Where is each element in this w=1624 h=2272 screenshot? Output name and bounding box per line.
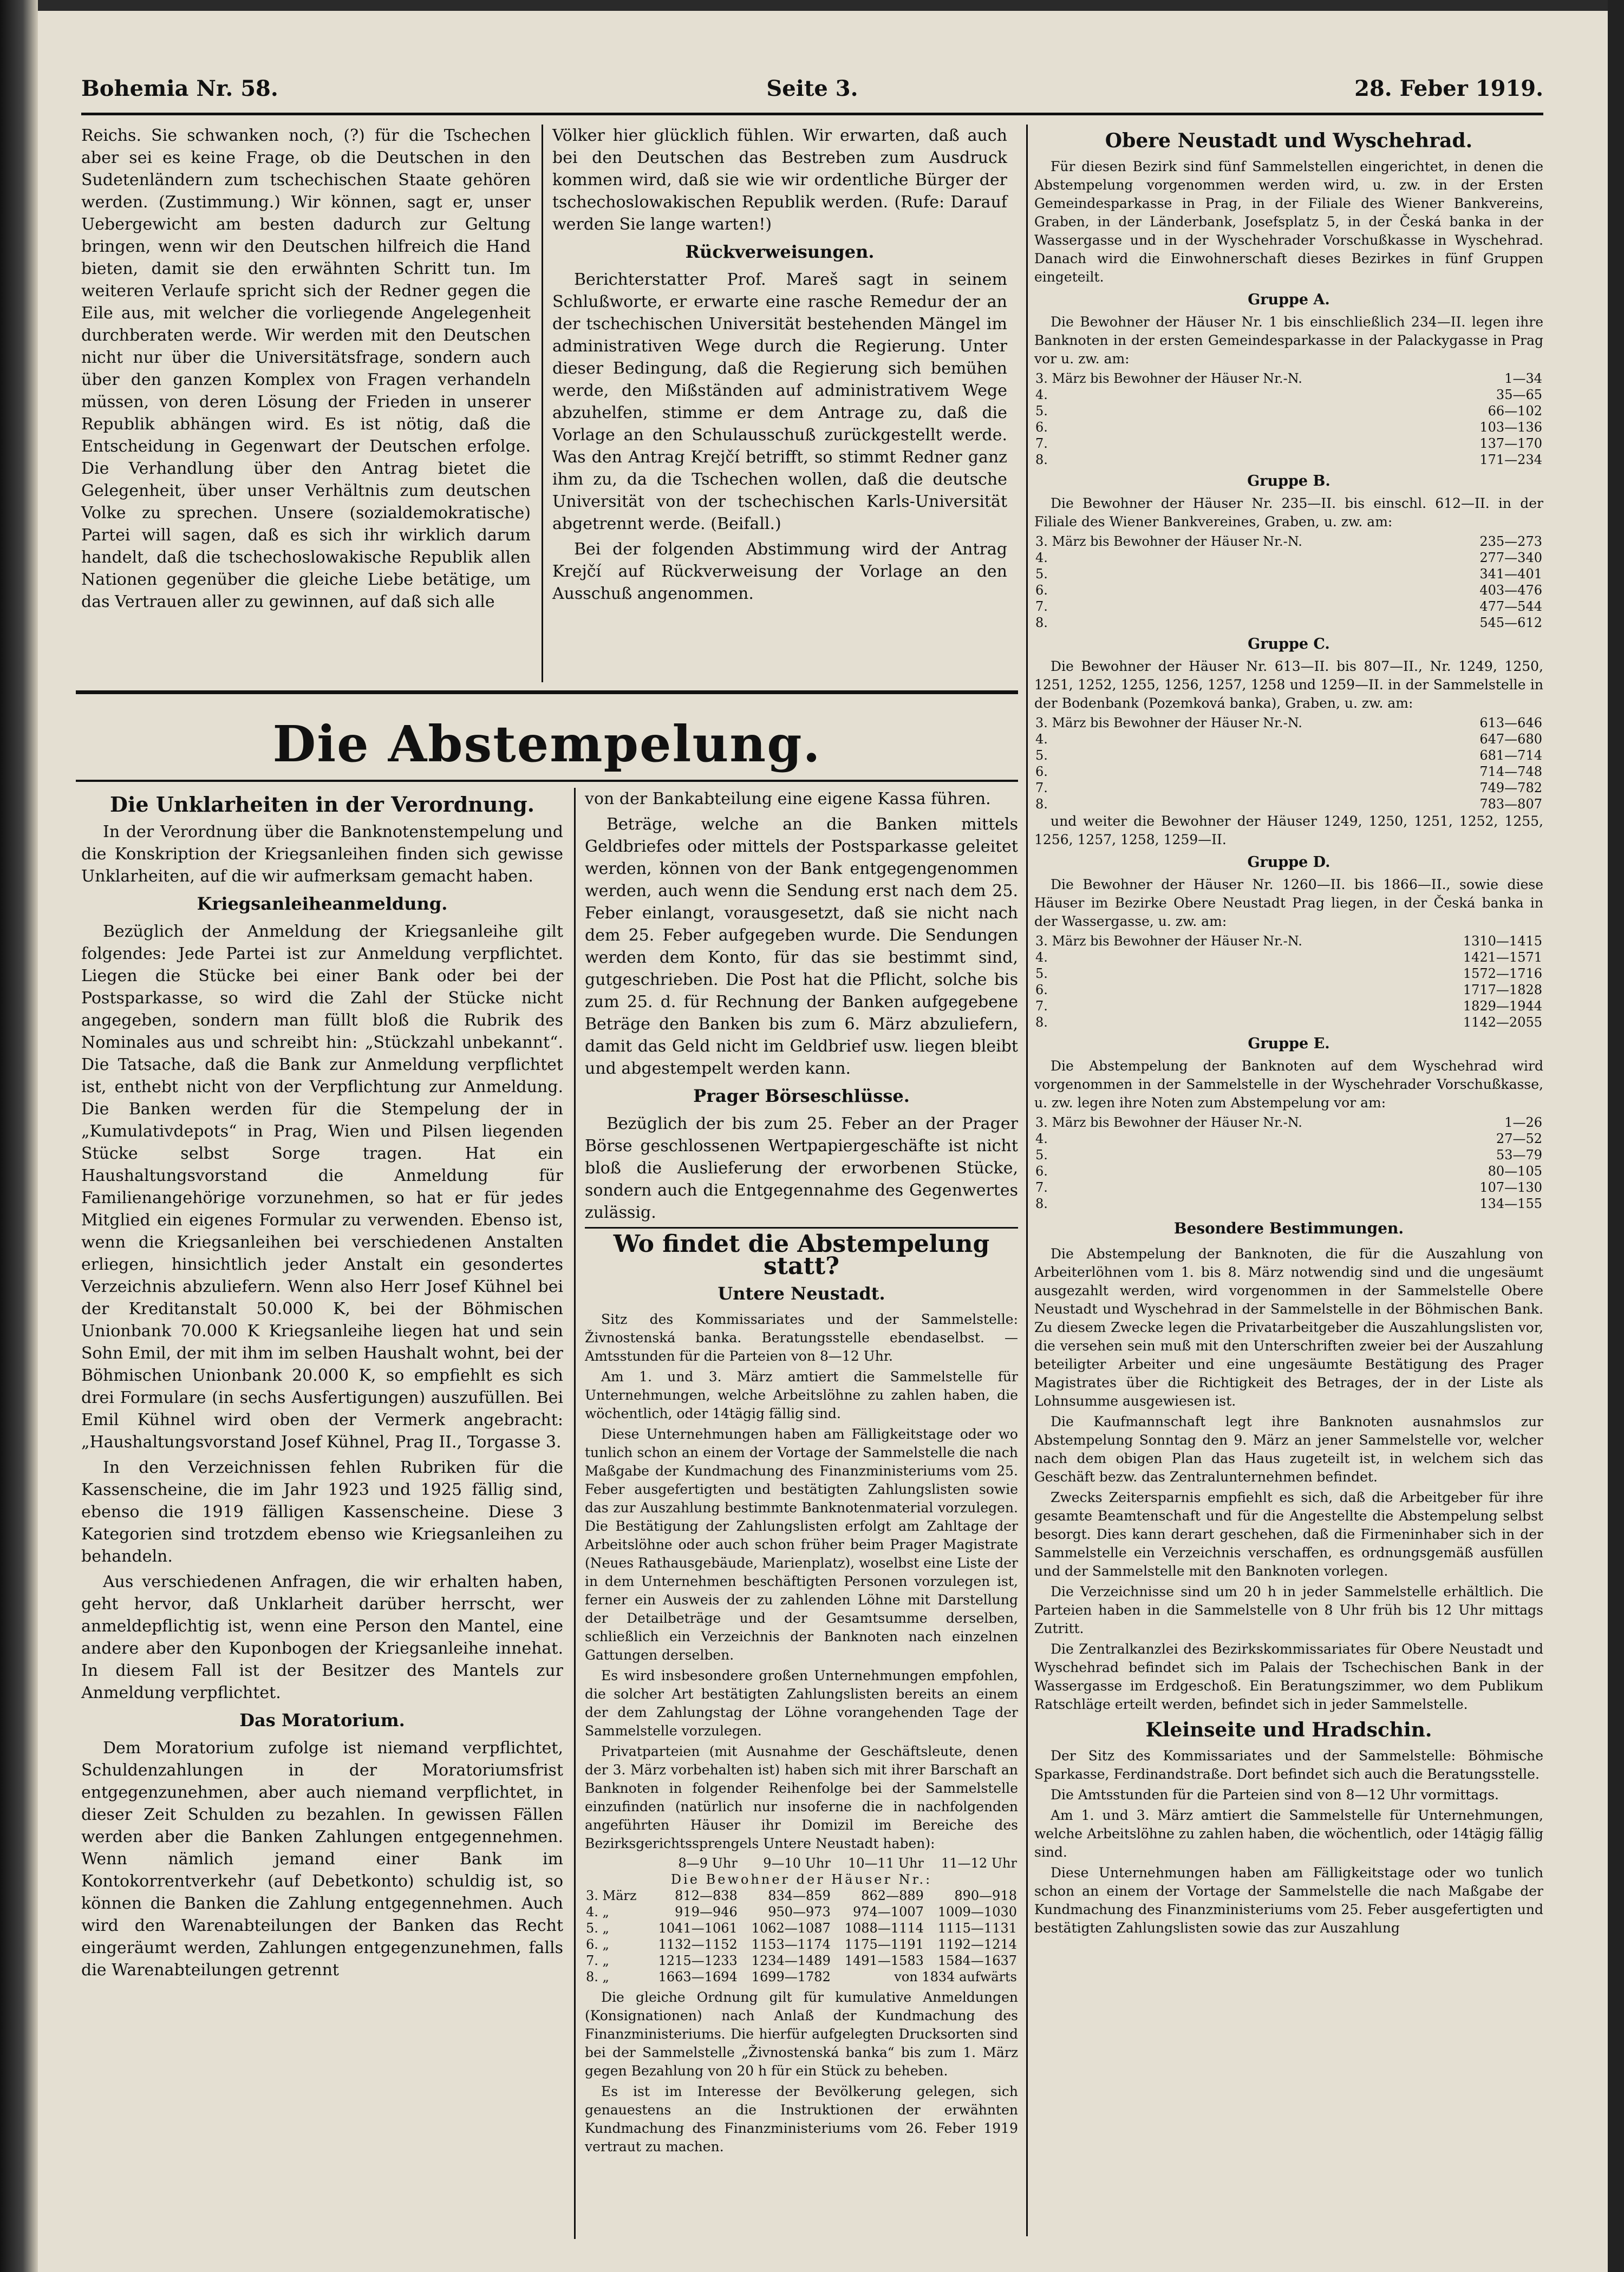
rueckverweisungen-heading: Rückverweisungen. bbox=[685, 241, 875, 262]
table-row bbox=[1034, 550, 1543, 566]
group-table bbox=[1034, 1114, 1543, 1212]
small-paragraph: Am 1. und 3. März amtiert die Sammelstelle für Unternehmungen, welche Arbeitslöhne zu zahlen haben, die wöchentlich, oder 14tägig fällig sind. bbox=[585, 1369, 1018, 1421]
table-cell: 5. bbox=[1035, 1147, 1048, 1163]
time-header: 10—11 Uhr bbox=[848, 1856, 924, 1871]
group-title: Gruppe C. bbox=[1248, 636, 1330, 652]
table-cell: 235—273 bbox=[1479, 534, 1542, 549]
top-col2-paragraph: Bei der folgenden Abstimmung wird der Antrag Krejčí auf Rückverweisung der Vorlage an den Ausschuß angenommen. bbox=[552, 540, 1007, 603]
table-cell: 1009—1030 bbox=[937, 1904, 1017, 1920]
group-text: Die Bewohner der Häuser Nr. 613—II. bis 807—II., Nr. 1249, 1250, 1251, 1252, 1255, 1256, 1257, 1258 und 1259—II. in der Sammelstelle in der Bodenbank (Pozemková banka), Graben, u. zw. am: bbox=[1034, 658, 1543, 711]
table-cell: 1175—1191 bbox=[844, 1937, 924, 1952]
table-cell: 862—889 bbox=[861, 1888, 924, 1903]
table-cell: 1572—1716 bbox=[1463, 966, 1542, 981]
table-cell: 1491—1583 bbox=[844, 1953, 924, 1968]
table-cell: 545—612 bbox=[1479, 615, 1542, 630]
table-cell: 3. März bis Bewohner der Häuser Nr.-N. bbox=[1035, 933, 1302, 949]
table-cell: 1115—1131 bbox=[937, 1921, 1017, 1936]
table-cell: 1699—1782 bbox=[751, 1969, 831, 1984]
column-divider bbox=[1026, 125, 1028, 2236]
small-paragraph: Am 1. und 3. März amtiert die Sammelstelle für Unternehmungen, welche Arbeitslöhne zu zahlen haben, die wöchentlich, oder 14tägig fällig sind. bbox=[1034, 1807, 1543, 1860]
table-cell: 8. „ bbox=[586, 1969, 609, 1984]
table-cell: 5. bbox=[1035, 966, 1048, 981]
small-paragraph: Die Amtsstunden für die Parteien sind von 8—12 Uhr vormittags. bbox=[1051, 1787, 1499, 1803]
table-cell: 134—155 bbox=[1479, 1196, 1542, 1211]
body-paragraph: Aus verschiedenen Anfragen, die wir erhalten haben, geht hervor, daß Unklarheit darüber herrscht, wer anmeldepflichtig ist, wenn eine Person den Mantel, eine andere aber den Kuponbogen der Kriegsanleihe innehat. In diesem Fall ist der Besitzer des Mantels zur Anmeldung verpflichtet. bbox=[81, 1572, 563, 1702]
time-header: 8—9 Uhr bbox=[678, 1856, 738, 1871]
header-paper-number: Bohemia Nr. 58. bbox=[81, 76, 278, 101]
small-paragraph: Diese Unternehmungen haben am Fälligkeitstage oder wo tunlich schon an einem der Vortage der Sammelstelle die nach Maßgabe der Kundmachung des Finanzministeriums vom 25. Feber ausgefertigten und bestätigten Zahlungslisten sowie das zur Auszahlung bestimmte Banknotenmaterial vorzulegen. Die Bestätigung der Zahlungslisten erfolgt am Zahltage der Arbeitslöhne oder auch schon früher beim Prager Magistrate (Neues Rathausgebäude, Marienplatz), woselbst eine Liste der in dem Unternehmen beschäftigten Personen vorzulegen ist, ferner ein Ausweis der zu zahlenden Löhne mit Darstellung der Detailbeträge und der Gesamtsumme derselben, schließlich ein Verzeichnis der Banknoten nach einzelnen Gattungen derselben. bbox=[585, 1426, 1018, 1663]
table-cell: 1—34 bbox=[1504, 371, 1542, 386]
table-row bbox=[1034, 715, 1543, 731]
body-paragraph: Beträge, welche an die Banken mittels Geldbriefes oder mittels der Postsparkasse geleitet werden, können von der Bank entgegengenommen werden, auch wenn die Sendung erst nach dem 25. Feber einlangt, vorausgesetzt, daß sie nicht nach dem 25. Feber aufgegeben wurde. Die Sendungen werden dem Konto, für das sie bestimmt sind, gutgeschrieben. Die Post hat die Pflicht, solche bis zum 25. d. für Rechnung der Banken aufgegebene Beträge den Banken bis zum 6. März abzuliefern, damit das Geld nicht im Geldbrief usw. liegen bleibt und abgestempelt werden kann. bbox=[585, 815, 1018, 1078]
table-row bbox=[585, 1969, 1018, 1985]
table-cell: 1234—1489 bbox=[751, 1953, 831, 1968]
top-column-1 bbox=[81, 125, 531, 616]
header-date: 28. Feber 1919. bbox=[1354, 76, 1543, 101]
table-row bbox=[1034, 566, 1543, 582]
small-paragraph: Zwecks Zeitersparnis empfiehlt es sich, daß die Arbeitgeber für ihre gesamte Beamtenschaft und für die Angestellte die Abstempelung selbst besorgt. Dies kann derart geschehen, daß die Firmeninhaber sich in der Sammelstelle ein Verzeichnis verschaffen, es ordnungsgemäß ausfüllen und der Sammelstelle mit den Banknoten vorlegen. bbox=[1034, 1490, 1543, 1579]
table-cell: 8. bbox=[1035, 615, 1048, 630]
bottom-column-1 bbox=[81, 788, 563, 1984]
table-row bbox=[1034, 403, 1543, 419]
table-row bbox=[585, 1888, 1018, 1904]
untere-neustadt-notes bbox=[585, 1988, 1018, 2156]
group-title: Gruppe E. bbox=[1248, 1035, 1330, 1052]
small-paragraph: Die Kaufmannschaft legt ihre Banknoten ausnahmslos zur Abstempelung Sonntag den 9. März an jener Sammelstelle vor, welcher nach dem obigen Plan das Haus zugeteilt ist, in welchem sich das Geschäft bezw. das Zentralunternehmen befindet. bbox=[1034, 1414, 1543, 1485]
group-table bbox=[1034, 715, 1543, 812]
table-cell: 7. „ bbox=[586, 1953, 609, 1968]
table-cell: 35—65 bbox=[1496, 387, 1542, 402]
table-cell: 3. März bis Bewohner der Häuser Nr.-N. bbox=[1035, 534, 1302, 549]
table-row bbox=[1034, 780, 1543, 796]
small-paragraph: Die Abstempelung der Banknoten, die für die Auszahlung von Arbeiterlöhnen vom 1. bis 8. März notwendig sind und die ungesäumt ausgezahlt werden, wird vorgenommen in der Sammelstelle Obere Neustadt und Wyschehrad in der Sammelstelle in der Böhmischen Bank. Zu diesem Zwecke legen die Privatarbeitgeber die Auszahlungslisten vor, die versehen sein muß mit den Unterschriften zweier bei der Auszahlung beteiligter Arbeiter und eine ungesäumte Bestätigung des Prager Magistrates über die Richtigkeit des Betrages, der in der Liste als Lohnsumme ausgewiesen ist. bbox=[1034, 1246, 1543, 1409]
time-header: 9—10 Uhr bbox=[763, 1856, 831, 1871]
table-row bbox=[1034, 615, 1543, 631]
small-paragraph: Die gleiche Ordnung gilt für kumulative Anmeldungen (Konsignationen) nach Anlaß der Kundmachung des Finanzministeriums. Die hierfür aufgelegten Drucksorten sind bei der Sammelstelle „Živnostenská banka“ bis zum 1. März gegen Bezahlung von 20 h für ein Stück zu beheben. bbox=[585, 1989, 1018, 2079]
table-cell: 1663—1694 bbox=[658, 1969, 738, 1984]
table-cell: 6. bbox=[1035, 1164, 1048, 1179]
banner-rule bbox=[76, 780, 1018, 782]
table-row bbox=[1034, 1114, 1543, 1131]
small-paragraph: Es wird insbesondere großen Unternehmungen empfohlen, die solcher Art bestätigten Zahlungslisten bereits an einem der dem Zahlungstag der Löhne vorangehenden Tage der Sammelstelle vorzulegen. bbox=[585, 1668, 1018, 1739]
body-paragraph: In den Verzeichnissen fehlen Rubriken für die Kassenscheine, die im Jahr 1923 und 1925 fällig sind, ebenso die 1919 fälligen Kassenscheine. Diese 3 Kategorien sind trotzdem ebenso wie Kriegsanleihen zu behandeln. bbox=[81, 1458, 563, 1566]
besondere-bestimmungen-heading: Besondere Bestimmungen. bbox=[1173, 1219, 1404, 1237]
table-cell: 1421—1571 bbox=[1463, 950, 1542, 965]
boersenschluesse-subheading: Prager Börseschlüsse. bbox=[693, 1086, 910, 1106]
table-row bbox=[1034, 1196, 1543, 1212]
body-paragraph: Bezüglich der bis zum 25. Feber an der Prager Börse geschlossenen Wertpapiergeschäfte ist nicht bloß die Auslieferung der erworbenen Stücke, sondern auch die Entgegennahme des Gegenwertes zulässig. bbox=[585, 1114, 1018, 1222]
untere-neustadt-subheading: Untere Neustadt. bbox=[718, 1283, 885, 1304]
small-paragraph: Privatparteien (mit Ausnahme der Geschäftsleute, denen der 3. März vorbehalten ist) haben sich mit ihrer Barschaft an Banknoten in folgender Reihenfolge bei der Sammelstelle einzufinden (natürlich nur insoferne die in nachfolgenden angeführten Häuser ihr Domizil im Bereiche des Bezirksgerichtssprengels Untere Neustadt haben): bbox=[585, 1744, 1018, 1851]
table-row bbox=[1034, 982, 1543, 998]
table-cell: 974—1007 bbox=[853, 1904, 924, 1920]
body-paragraph: Bezüglich der Anmeldung der Kriegsanleihe gilt folgendes: Jede Partei ist zur Anmeldung verpflichtet. Liegen die Stücke bei einer Bank oder bei der Postsparkasse, so wird die Zahl der Stücke nicht angegeben, sondern man füllt bloß die Rubrik des Nominales aus und schreibt hin: „Stückzahl unbekannt“. Die Tatsache, daß die Bank zur Anmeldung verpflichtet ist, enthebt nicht von der Verpflichtung zur Anmeldung. Die Banken werden für die Stempelung der in „Kumulativdepots“ in Prag, Wien und Pilsen liegenden Stücke selbst Sorge tragen. Hat ein Haushaltungsvorstand die Anmeldung für Familienangehörige vorzunehmen, so hat er für jedes Mitglied ein eigenes Formular zu verwenden. Ebenso ist, wenn die Kriegsanleihen bei verschiedenen Anstalten erliegen, hinsichtlich jeder Anstalt ein gesondertes Verzeichnis abzuliefern. Wenn also Herr Josef Kühnel bei der Kreditanstalt 50.000 K, bei der Böhmischen Unionbank 70.000 K Kriegsanleihe liegen hat und sein Sohn Emil, der mit ihm im selben Haushalt wohnt, bei der Böhmischen Unionbank 20.000 K, so empfiehlt es sich drei Formulare (in sechs Ausfertigungen) auszufüllen. Bei Emil Kühnel wird oben der Vermerk angebracht: „Haushaltungsvorstand Josef Kühnel, Prag II., Torgasse 3. bbox=[81, 922, 563, 1452]
table-row bbox=[1034, 933, 1543, 949]
table-cell: 749—782 bbox=[1479, 780, 1542, 795]
table-cell: 66—102 bbox=[1488, 403, 1542, 419]
table-cell: 277—340 bbox=[1479, 550, 1542, 565]
small-paragraph: Es ist im Interesse der Bevölkerung gelegen, sich genauestens an die Instruktionen der erwähnten Kundmachung des Finanzministeriums vom 26. Feber 1919 vertraut zu machen. bbox=[585, 2084, 1018, 2155]
column-divider bbox=[574, 788, 576, 2239]
table-row bbox=[1034, 731, 1543, 747]
table-cell: 681—714 bbox=[1479, 748, 1542, 763]
small-paragraph: Der Sitz des Kommissariates und der Sammelstelle: Böhmische Sparkasse, Ferdinandstraße. Dort befindet sich auch die Beratungsstelle. bbox=[1034, 1748, 1543, 1782]
table-row bbox=[1034, 763, 1543, 780]
table-cell: 5. bbox=[1035, 403, 1048, 419]
group-a bbox=[1034, 289, 1543, 468]
table-cell: 477—544 bbox=[1479, 599, 1542, 614]
table-cell: 7. bbox=[1035, 599, 1048, 614]
obere-neustadt-heading: Obere Neustadt und Wyschehrad. bbox=[1105, 129, 1473, 152]
group-text: Die Bewohner der Häuser Nr. 1 bis einschließlich 234—II. legen ihre Banknoten in der ersten Gemeindesparkasse in der Palackygasse in Prag vor u. zw. am: bbox=[1034, 314, 1543, 367]
small-paragraph: Sitz des Kommissariates und der Sammelstelle: Živnostenská banka. Beratungsstelle ebendaselbst. — Amtsstunden für die Parteien von 8—12 Uhr. bbox=[585, 1311, 1018, 1364]
table-row bbox=[1034, 582, 1543, 598]
group-note: und weiter die Bewohner der Häuser 1249, 1250, 1251, 1252, 1255, 1256, 1257, 1258, 1259—II. bbox=[1034, 813, 1543, 847]
table-cell: 7. bbox=[1035, 780, 1048, 795]
table-row bbox=[1034, 370, 1543, 387]
kriegsanleihe-subheading: Kriegsanleiheanmeldung. bbox=[197, 893, 448, 914]
table-cell: 890—918 bbox=[954, 1888, 1017, 1903]
table-cell: 1192—1214 bbox=[937, 1937, 1017, 1952]
group-d bbox=[1034, 851, 1543, 1030]
table-cell: 1215—1233 bbox=[658, 1953, 738, 1968]
untere-neustadt-schedule-table bbox=[585, 1855, 1018, 1985]
group-title: Gruppe D. bbox=[1247, 854, 1330, 871]
table-cell: 6. bbox=[1035, 982, 1048, 997]
small-paragraph: Die Verzeichnisse sind um 20 h in jeder Sammelstelle erhältlich. Die Parteien haben in die Sammelstelle von 8 Uhr früh bis 12 Uhr mittags Zutritt. bbox=[1034, 1584, 1543, 1636]
table-cell: 6. „ bbox=[586, 1937, 609, 1952]
scan-border-top bbox=[38, 0, 1608, 11]
section-rule bbox=[76, 690, 1018, 694]
table-row bbox=[1034, 533, 1543, 550]
table-cell: 27—52 bbox=[1496, 1131, 1542, 1146]
table-row bbox=[1034, 796, 1543, 812]
table-cell: 647—680 bbox=[1479, 732, 1542, 747]
kleinseite-heading: Kleinseite und Hradschin. bbox=[1145, 1719, 1432, 1741]
body-paragraph: von der Bankabteilung eine eigene Kassa führen. bbox=[585, 789, 991, 808]
table-cell: 8. bbox=[1035, 1015, 1048, 1030]
top-column-2 bbox=[552, 125, 1007, 608]
table-cell: 6. bbox=[1035, 583, 1048, 598]
table-row bbox=[585, 1920, 1018, 1936]
table-cell: 7. bbox=[1035, 436, 1048, 451]
wo-findet-heading: Wo findet die Abstempelung statt? bbox=[613, 1230, 990, 1280]
header-page-number: Seite 3. bbox=[766, 76, 858, 101]
table-cell: 613—646 bbox=[1479, 715, 1542, 730]
table-cell: 1062—1087 bbox=[751, 1921, 831, 1936]
unklarheiten-heading: Die Unklarheiten in der Verordnung. bbox=[110, 792, 534, 817]
table-cell: 171—234 bbox=[1479, 452, 1542, 467]
table-cell: 7. bbox=[1035, 998, 1048, 1014]
table-cell: von 1834 aufwärts bbox=[894, 1969, 1017, 1984]
table-cell: 6. bbox=[1035, 420, 1048, 435]
right-column bbox=[1034, 125, 1543, 1940]
top-col1-paragraph: Reichs. Sie schwanken noch, (?) für die Tschechen aber sei es keine Frage, ob die Deutschen in den Sudetenländern zum tschechischen Staate gehören werden. (Zustimmung.) Wir können, sagt er, unser Uebergewicht am besten dadurch zur Geltung bringen, wenn wir den Deutschen hilfreich die Hand bieten, damit sie den erwähnten Schritt tun. Im weiteren Verlaufe spricht sich der Redner gegen die Eile aus, mit welcher die vorliegende Angelegenheit durchberaten werde. Wir werden mit den Deutschen nicht nur über die Universitätsfrage, sondern auch über den ganzen Komplex von Fragen verhandeln müssen, von deren Lösung der Frieden in unserer Republik abhängen wird. Es ist nötig, daß die Entscheidung in Gegenwart der Deutschen erfolge. Die Verhandlung über den Antrag bietet die Gelegenheit, über unser Verhältnis zum deutschen Volke zu sprechen. Unsere (sozialdemokratische) Partei will sagen, daß es sich ihr wirklich darum handelt, daß die tschechoslowakische Republik allen Nationen gegenüber die gleiche Liebe betätige, um das Vertrauen aller zu gewinnen, auf daß sich alle bbox=[81, 126, 531, 611]
table-row bbox=[1034, 435, 1543, 452]
table-cell: 8. bbox=[1035, 452, 1048, 467]
table-row bbox=[1034, 949, 1543, 965]
table-row bbox=[1034, 1163, 1543, 1179]
table-cell: 53—79 bbox=[1496, 1147, 1542, 1163]
table-cell: 5. bbox=[1035, 566, 1048, 582]
bottom-column-2 bbox=[585, 788, 1018, 2158]
banner-headline: Die Abstempelung. bbox=[272, 715, 821, 773]
body-paragraph: Dem Moratorium zufolge ist niemand verpflichtet, Schuldenzahlungen in der Moratoriumsfrist entgegenzunehmen, aber auch niemand verpflichtet, in dieser Zeit Schulden zu bezahlen. In gewissen Fällen werden aber die Banken Zahlungen entgegennehmen. Wenn nämlich jemand einer Bank im Kontokorrentverkehr (auf Debetkonto) schuldig ist, so können die Banken die Zahlung entgegennehmen. Auch wird den Warenabteilungen der Banken das Recht eingeräumt werden, Zahlungen entgegenzunehmen, falls die Warenabteilungen getrennt bbox=[81, 1739, 563, 1980]
untere-neustadt-text bbox=[585, 1310, 1018, 1853]
table-cell: 1—26 bbox=[1504, 1115, 1542, 1130]
table-cell: 341—401 bbox=[1479, 566, 1542, 582]
group-table bbox=[1034, 370, 1543, 468]
table-caption: Die Bewohner der Häuser Nr.: bbox=[670, 1872, 932, 1887]
table-cell: 5. „ bbox=[586, 1921, 609, 1936]
top-col2-paragraph: Berichterstatter Prof. Mareš sagt in seinem Schlußworte, er erwarte eine rasche Remedur der an der tschechischen Universität bestehenden Mängel im administrativen Wege durch die Regierung. Unter dieser Bedingung, daß die Regierung sich bemühen werde, den Mißständen auf administrativem Wege abzuhelfen, stimme er dem Antrage zu, daß die Vorlage an den Schulausschuß zurückgestellt werde. Was den Antrag Krejčí betrifft, so stimmt Redner ganz ihm zu, da die Tschechen wollen, daß die deutsche Universität von der tschechischen Karls-Universität abgetrennt werde. (Beifall.) bbox=[552, 270, 1007, 533]
table-cell: 714—748 bbox=[1479, 764, 1542, 779]
table-cell: 812—838 bbox=[675, 1888, 738, 1903]
moratorium-subheading: Das Moratorium. bbox=[239, 1710, 405, 1731]
scan-border-left bbox=[0, 0, 38, 2272]
small-paragraph: Für diesen Bezirk sind fünf Sammelstellen eingerichtet, in denen die Abstempelung vorgenommen werden wird, u. zw. in der Ersten Gemeindesparkasse in Prag, in der Filiale des Wiener Bankvereins, Graben, in der Länderbank, Josefsplatz 5, in der Česká banka in der Wassergasse und in der Wyschehrader Vorschußkasse in Wyschehrad. Danach wird die Einwohnerschaft dieses Bezirkes in fünf Gruppen eingeteilt. bbox=[1034, 159, 1543, 285]
table-row bbox=[1034, 965, 1543, 982]
scan-border-right bbox=[1608, 0, 1624, 2272]
table-cell: 1829—1944 bbox=[1463, 998, 1542, 1014]
table-cell: 4. bbox=[1035, 1131, 1048, 1146]
besondere-bestimmungen-text bbox=[1034, 1245, 1543, 1714]
group-title: Gruppe A. bbox=[1248, 291, 1330, 308]
group-title: Gruppe B. bbox=[1247, 473, 1330, 489]
table-cell: 4. bbox=[1035, 550, 1048, 565]
table-cell: 3. März bis Bewohner der Häuser Nr.-N. bbox=[1035, 715, 1302, 730]
table-cell: 3. März bis Bewohner der Häuser Nr.-N. bbox=[1035, 1115, 1302, 1130]
table-cell: 7. bbox=[1035, 1180, 1048, 1195]
kleinseite-text bbox=[1034, 1747, 1543, 1937]
table-row bbox=[1034, 1179, 1543, 1196]
table-row bbox=[1034, 998, 1543, 1014]
table-row bbox=[585, 1936, 1018, 1953]
table-row bbox=[1034, 1014, 1543, 1030]
table-cell: 1132—1152 bbox=[658, 1937, 738, 1952]
table-cell: 4. bbox=[1035, 387, 1048, 402]
table-cell: 1041—1061 bbox=[658, 1921, 738, 1936]
table-row bbox=[585, 1904, 1018, 1920]
time-header: 11—12 Uhr bbox=[941, 1856, 1017, 1871]
table-header-row bbox=[585, 1855, 1018, 1871]
table-cell: 834—859 bbox=[768, 1888, 831, 1903]
table-cell: 1310—1415 bbox=[1463, 933, 1542, 949]
table-cell: 1142—2055 bbox=[1463, 1015, 1542, 1030]
table-row bbox=[585, 1953, 1018, 1969]
column-divider bbox=[542, 125, 543, 682]
section-rule bbox=[585, 1227, 1018, 1229]
table-cell: 1153—1174 bbox=[751, 1937, 831, 1952]
table-cell: 3. März bbox=[586, 1888, 637, 1903]
table-cell: 4. „ bbox=[586, 1904, 609, 1920]
group-b bbox=[1034, 470, 1543, 631]
table-row bbox=[1034, 598, 1543, 615]
obere-neustadt-intro bbox=[1034, 158, 1543, 286]
page-header bbox=[81, 76, 1543, 108]
intro-paragraph: In der Verordnung über die Banknotenstempelung und die Konskription der Kriegsanleihen finden sich gewisse Unklarheiten, auf die wir aufmerksam gemacht haben. bbox=[81, 822, 563, 886]
table-cell: 919—946 bbox=[675, 1904, 738, 1920]
table-row bbox=[1034, 452, 1543, 468]
group-table bbox=[1034, 533, 1543, 631]
table-cell: 1717—1828 bbox=[1463, 982, 1542, 997]
group-text: Die Bewohner der Häuser Nr. 235—II. bis einschl. 612—II. in der Filiale des Wiener Bankvereines, Graben, u. zw. am: bbox=[1034, 495, 1543, 530]
table-cell: 403—476 bbox=[1479, 583, 1542, 598]
table-row bbox=[1034, 1131, 1543, 1147]
group-c bbox=[1034, 633, 1543, 849]
table-cell: 1088—1114 bbox=[844, 1921, 924, 1936]
header-rule bbox=[81, 113, 1543, 115]
table-cell: 950—973 bbox=[768, 1904, 831, 1920]
table-cell: 107—130 bbox=[1479, 1180, 1542, 1195]
table-cell: 137—170 bbox=[1479, 436, 1542, 451]
table-cell: 3. März bis Bewohner der Häuser Nr.-N. bbox=[1035, 371, 1302, 386]
table-row bbox=[1034, 1147, 1543, 1163]
group-table bbox=[1034, 933, 1543, 1030]
table-cell: 80—105 bbox=[1488, 1164, 1542, 1179]
table-cell: 8. bbox=[1035, 796, 1048, 812]
table-row bbox=[1034, 747, 1543, 763]
small-paragraph: Diese Unternehmungen haben am Fälligkeitstage oder wo tunlich schon an einem der Vortage der Sammelstelle die nach Maßgabe der Kundmachung des Finanzministeriums vom 25. Feber ausgefertigten und bestätigten Zahlungslisten sowie das zur Auszahlung bbox=[1034, 1865, 1543, 1936]
table-cell: 6. bbox=[1035, 764, 1048, 779]
top-col2-paragraph: Völker hier glücklich fühlen. Wir erwarten, daß auch bei den Deutschen das Bestreben zum Ausdruck kommen wird, daß sie wie wir ordentliche Bürger der tschechoslowakischen Republik werden. (Rufe: Darauf werden Sie lange warten!) bbox=[552, 126, 1007, 234]
table-cell: 5. bbox=[1035, 748, 1048, 763]
small-paragraph: Die Zentralkanzlei des Bezirkskommissariates für Obere Neustadt und Wyschehrad befindet sich im Palais der Tschechischen Bank in der Wassergasse im Erdgeschoß. Ein Beratungszimmer, wo dem Publikum Ratschläge erteilt werden, befindet sich in jeder Sammelstelle. bbox=[1034, 1641, 1543, 1712]
group-e bbox=[1034, 1033, 1543, 1212]
table-cell: 1584—1637 bbox=[937, 1953, 1017, 1968]
table-cell: 783—807 bbox=[1479, 796, 1542, 812]
group-text: Die Abstempelung der Banknoten auf dem Wyschehrad wird vorgenommen in der Sammelstelle in der Wyschehrader Vorschußkasse, u. zw. legen ihre Noten zum Abstempelung vor am: bbox=[1034, 1058, 1543, 1111]
table-cell: 4. bbox=[1035, 950, 1048, 965]
table-cell: 4. bbox=[1035, 732, 1048, 747]
table-row bbox=[1034, 419, 1543, 435]
group-text: Die Bewohner der Häuser Nr. 1260—II. bis 1866—II., sowie diese Häuser im Bezirke Obere Neustadt Prag liegen, in der Česká banka in der Wassergasse, u. zw. am: bbox=[1034, 877, 1543, 929]
table-cell: 103—136 bbox=[1479, 420, 1542, 435]
table-cell: 8. bbox=[1035, 1196, 1048, 1211]
table-row bbox=[1034, 387, 1543, 403]
